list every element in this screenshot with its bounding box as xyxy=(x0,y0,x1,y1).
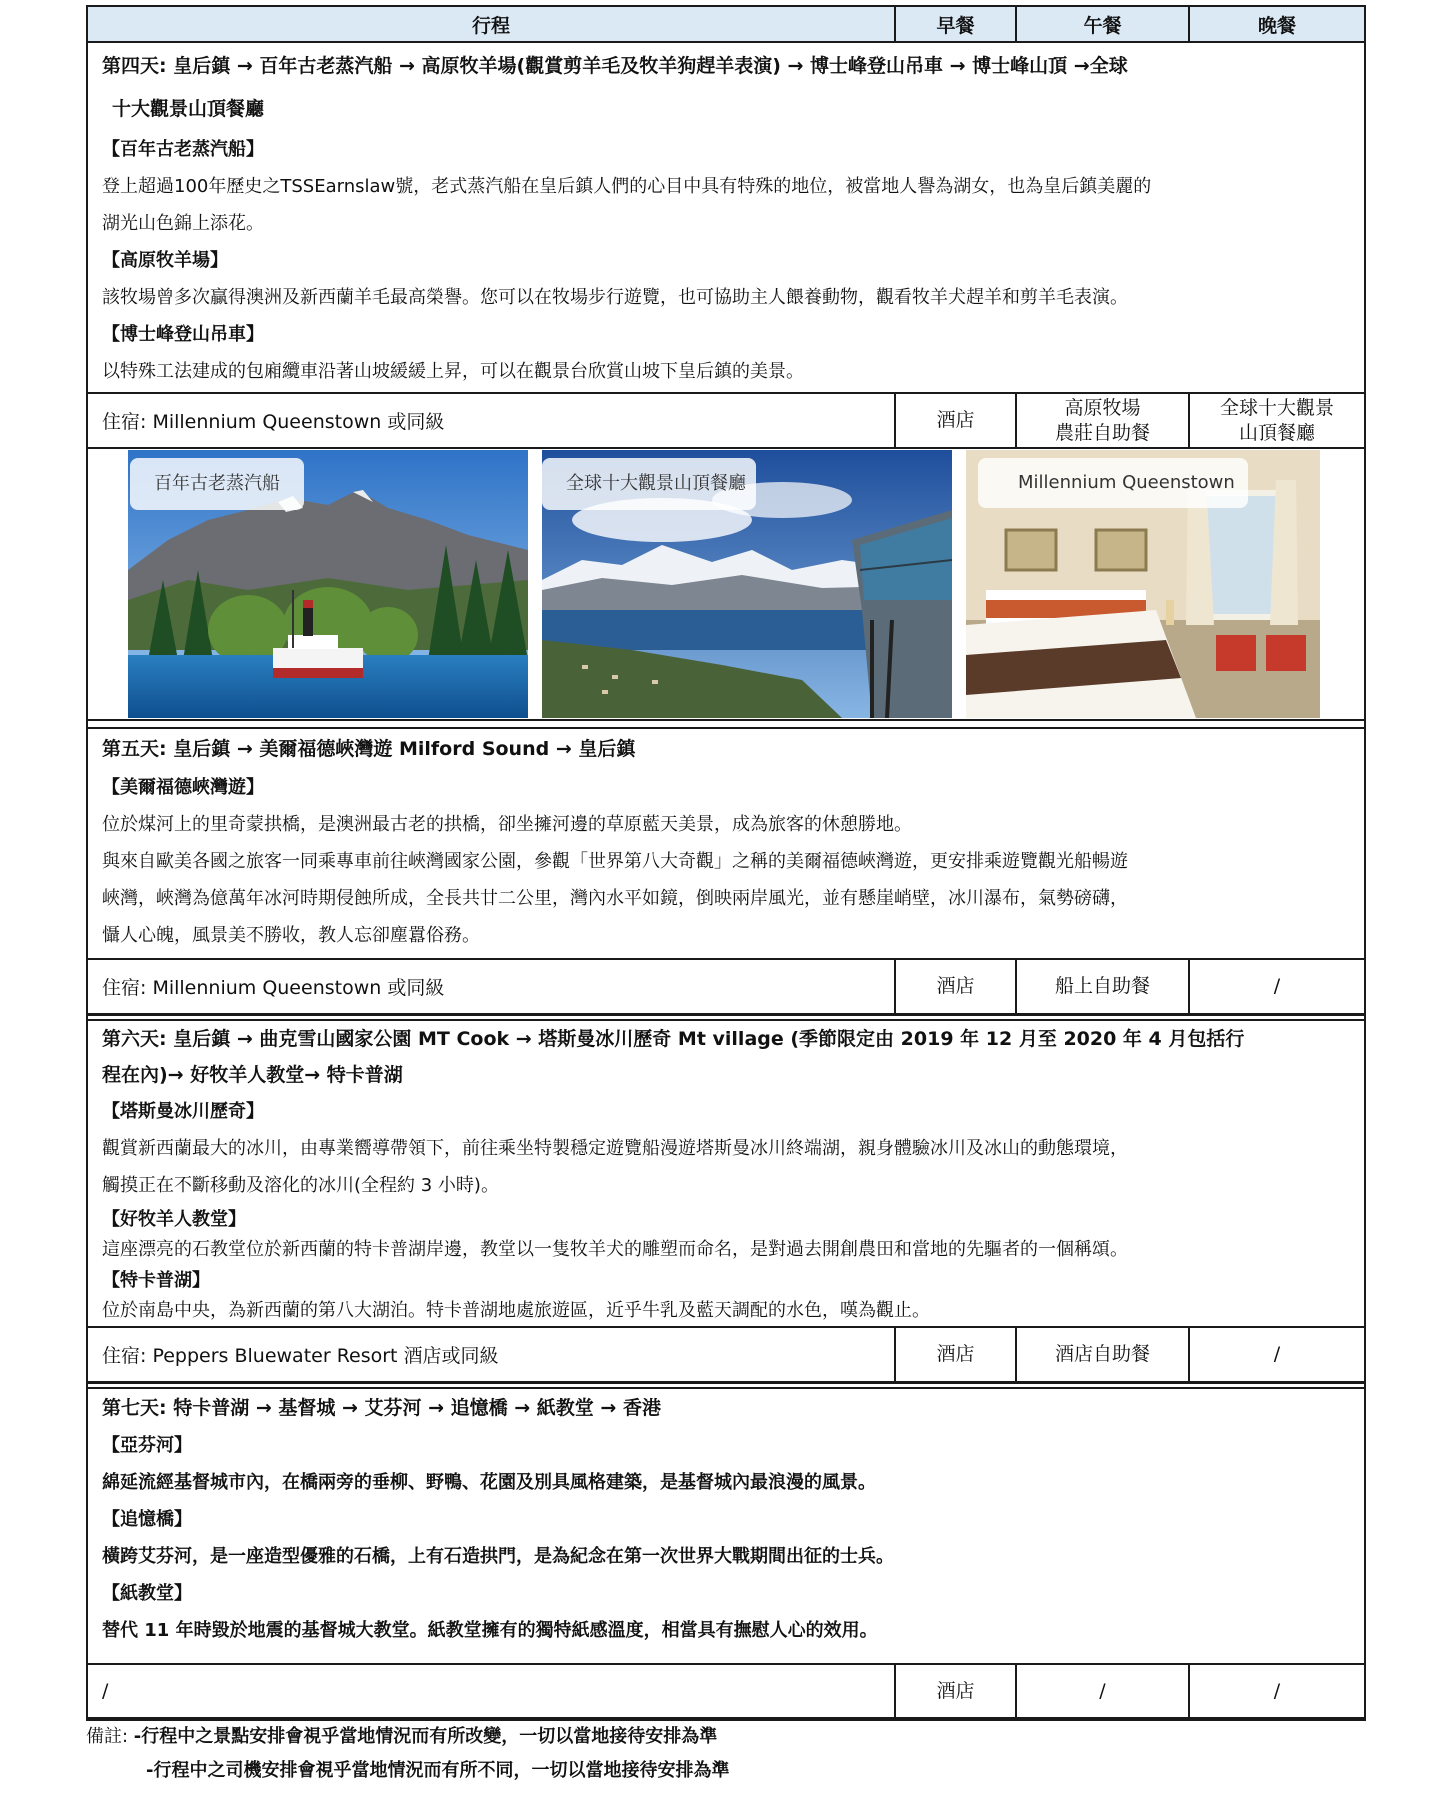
day6-accommodation: 住宿: Peppers Bluewater Resort 酒店或同級 xyxy=(87,1327,895,1382)
restaurant-photo xyxy=(542,450,952,718)
day5-dinner: / xyxy=(1189,959,1365,1014)
day4-accommodation: 住宿: Millennium Queenstown 或同級 xyxy=(87,393,895,448)
day7-title: 第七天: 特卡普湖 → 基督城 → 艾芬河 → 追憶橋 → 紙教堂 → 香港 xyxy=(102,1397,661,1419)
remarks-line-2: -行程中之司機安排會視乎當地情況而有所不同，一切以當地接待安排為準 xyxy=(146,1760,730,1781)
day5-meal-row xyxy=(87,959,1365,1014)
remarks-line-1: -行程中之景點安排會視乎當地情況而有所改變，一切以當地接待安排為準 xyxy=(133,1726,718,1747)
day6-sec3-title: 【特卡普湖】 xyxy=(102,1270,210,1291)
day4-lunch: 高原牧場 農莊自助餐 xyxy=(1016,393,1189,448)
steamship-photo-label: 百年古老蒸汽船 xyxy=(130,458,304,510)
day4-sec2-title: 【高原牧羊場】 xyxy=(102,250,228,271)
day5-sec1-title: 【美爾福德峽灣遊】 xyxy=(102,777,264,798)
day5-title: 第五天: 皇后鎮 → 美爾福德峽灣遊 Milford Sound → 皇后鎮 xyxy=(102,738,636,760)
day6-dinner: / xyxy=(1189,1327,1365,1382)
day5-breakfast: 酒店 xyxy=(895,959,1016,1014)
day7-lunch: / xyxy=(1016,1664,1189,1719)
day4-content xyxy=(87,42,1365,393)
day7-breakfast: 酒店 xyxy=(895,1664,1016,1719)
day5-content xyxy=(87,728,1365,959)
day5-lunch: 船上自助餐 xyxy=(1016,959,1189,1014)
day4-meal-row xyxy=(87,393,1365,448)
day6-meal-row xyxy=(87,1327,1365,1382)
day4-title: 第四天: 皇后鎮 → 百年古老蒸汽船 → 高原牧羊場(觀賞剪羊毛及牧羊狗趕羊表演) → 博士峰登山吊車 → 博士峰山頂 →全球 十大觀景山頂餐廳 xyxy=(102,55,1128,120)
day7-content-row xyxy=(87,1388,1365,1664)
hotel-room-photo xyxy=(966,450,1320,718)
day7-content xyxy=(87,1388,1365,1664)
day4-sec3-body: 以特殊工法建成的包廂纜車沿著山坡緩緩上昇，可以在觀景台欣賞山坡下皇后鎮的美景。 xyxy=(102,361,804,382)
day6-lunch: 酒店自助餐 xyxy=(1016,1327,1189,1382)
day7-dinner: / xyxy=(1189,1664,1365,1719)
day6-sec2-body: 這座漂亮的石教堂位於新西蘭的特卡普湖岸邊，教堂以一隻牧羊犬的雕塑而命名，是對過去開創農田和當地的先驅者的一個稱頌。 xyxy=(102,1239,1128,1260)
day4-photo-row xyxy=(87,448,1365,720)
day7-sec2-title: 【追憶橋】 xyxy=(102,1509,192,1530)
header-breakfast: 早餐 xyxy=(895,6,1016,42)
day4-sec2-body: 該牧場曾多次贏得澳洲及新西蘭羊毛最高榮譽。您可以在牧場步行遊覽，也可協助主人餵養動物，觀看牧羊犬趕羊和剪羊毛表演。 xyxy=(102,287,1128,308)
day7-sec2-body: 橫跨艾芬河，是一座造型優雅的石橋，上有石造拱門，是為紀念在第一次世界大戰期間出征的士兵。 xyxy=(102,1546,894,1567)
day5-sec1-body: 位於煤河上的里奇蒙拱橋，是澳洲最古老的拱橋，卻坐擁河邊的草原藍天美景，成為旅客的休憩勝地。 與來自歐美各國之旅客一同乘專車前往峽灣國家公園，參觀「世界第八大奇觀」之稱的美爾福德峽灣遊，更安排乘遊覽觀光船暢遊 峽灣，峽灣為億萬年冰河時期侵蝕所成，全長共廿二公里，灣內水平如鏡，倒映兩岸風光，並有懸崖峭壁，冰川瀑布，氣勢磅礴， 懾人心魄，風景美不勝收，教人忘卻塵囂俗務。 xyxy=(102,814,1128,946)
day4-sec1-title: 【百年古老蒸汽船】 xyxy=(102,139,264,160)
remarks-label: 備註: xyxy=(86,1726,134,1747)
day7-sec3-title: 【紙教堂】 xyxy=(102,1583,192,1604)
day7-sec1-body: 綿延流經基督城市內，在橋兩旁的垂柳、野鴨、花園及別具風格建築，是基督城內最浪漫的風景。 xyxy=(102,1472,876,1493)
day6-sec3-body: 位於南島中央，為新西蘭的第八大湖泊。特卡普湖地處旅遊區，近乎牛乳及藍天調配的水色，嘆為觀止。 xyxy=(102,1300,930,1321)
day4-content-row xyxy=(87,42,1365,393)
day6-content xyxy=(87,1020,1365,1327)
day7-accommodation: / xyxy=(87,1664,895,1719)
day4-photos-cell xyxy=(87,448,1365,720)
remarks xyxy=(86,1720,729,1788)
day5-accommodation: 住宿: Millennium Queenstown 或同級 xyxy=(87,959,895,1014)
day6-breakfast: 酒店 xyxy=(895,1327,1016,1382)
day5-separator xyxy=(87,720,1365,728)
day4-sec1-body: 登上超過100年歷史之TSSEarnslaw號，老式蒸汽船在皇后鎮人們的心目中具有特殊的地位，被當地人譽為湖女，也為皇后鎮美麗的 湖光山色錦上添花。 xyxy=(102,176,1152,234)
restaurant-photo-label: 全球十大觀景山頂餐廳 xyxy=(542,458,756,510)
day6-content-row xyxy=(87,1020,1365,1327)
day4-dinner: 全球十大觀景 山頂餐廳 xyxy=(1189,393,1365,448)
day7-meal-row xyxy=(87,1664,1365,1719)
itinerary-page xyxy=(86,5,1364,1721)
day7-sec3-body: 替代 11 年時毀於地震的基督城大教堂。紙教堂擁有的獨特紙感溫度，相當具有撫慰人心的效用。 xyxy=(102,1620,878,1641)
hotel-photo-label: Millennium Queenstown xyxy=(978,458,1248,508)
itinerary-table xyxy=(86,5,1366,1721)
day4-sec3-title: 【博士峰登山吊車】 xyxy=(102,324,264,345)
day4-photos xyxy=(88,450,1362,718)
day5-content-row xyxy=(87,728,1365,959)
table-header-row xyxy=(87,6,1365,42)
day7-sec1-title: 【亞芬河】 xyxy=(102,1435,192,1456)
header-dinner: 晚餐 xyxy=(1189,6,1365,42)
header-lunch: 午餐 xyxy=(1016,6,1189,42)
day4-breakfast: 酒店 xyxy=(895,393,1016,448)
steamship-photo xyxy=(128,450,528,718)
header-route: 行程 xyxy=(87,6,895,42)
day6-sec1-title: 【塔斯曼冰川歷奇】 xyxy=(102,1101,264,1122)
day6-sec2-title: 【好牧羊人教堂】 xyxy=(102,1209,246,1230)
day6-sec1-body: 觀賞新西蘭最大的冰川，由專業嚮導帶領下，前往乘坐特製穩定遊覽船漫遊塔斯曼冰川終端湖，親身體驗冰川及冰山的動態環境， 觸摸正在不斷移動及溶化的冰川(全程約 3 小時)。 xyxy=(102,1138,1128,1196)
day6-title: 第六天: 皇后鎮 → 曲克雪山國家公園 MT Cook → 塔斯曼冰川歷奇 Mt village (季節限定由 2019 年 12 月至 2020 年 4 月包括行 程在內)→ 好牧羊人教堂→ 特卡普湖 xyxy=(102,1028,1245,1086)
